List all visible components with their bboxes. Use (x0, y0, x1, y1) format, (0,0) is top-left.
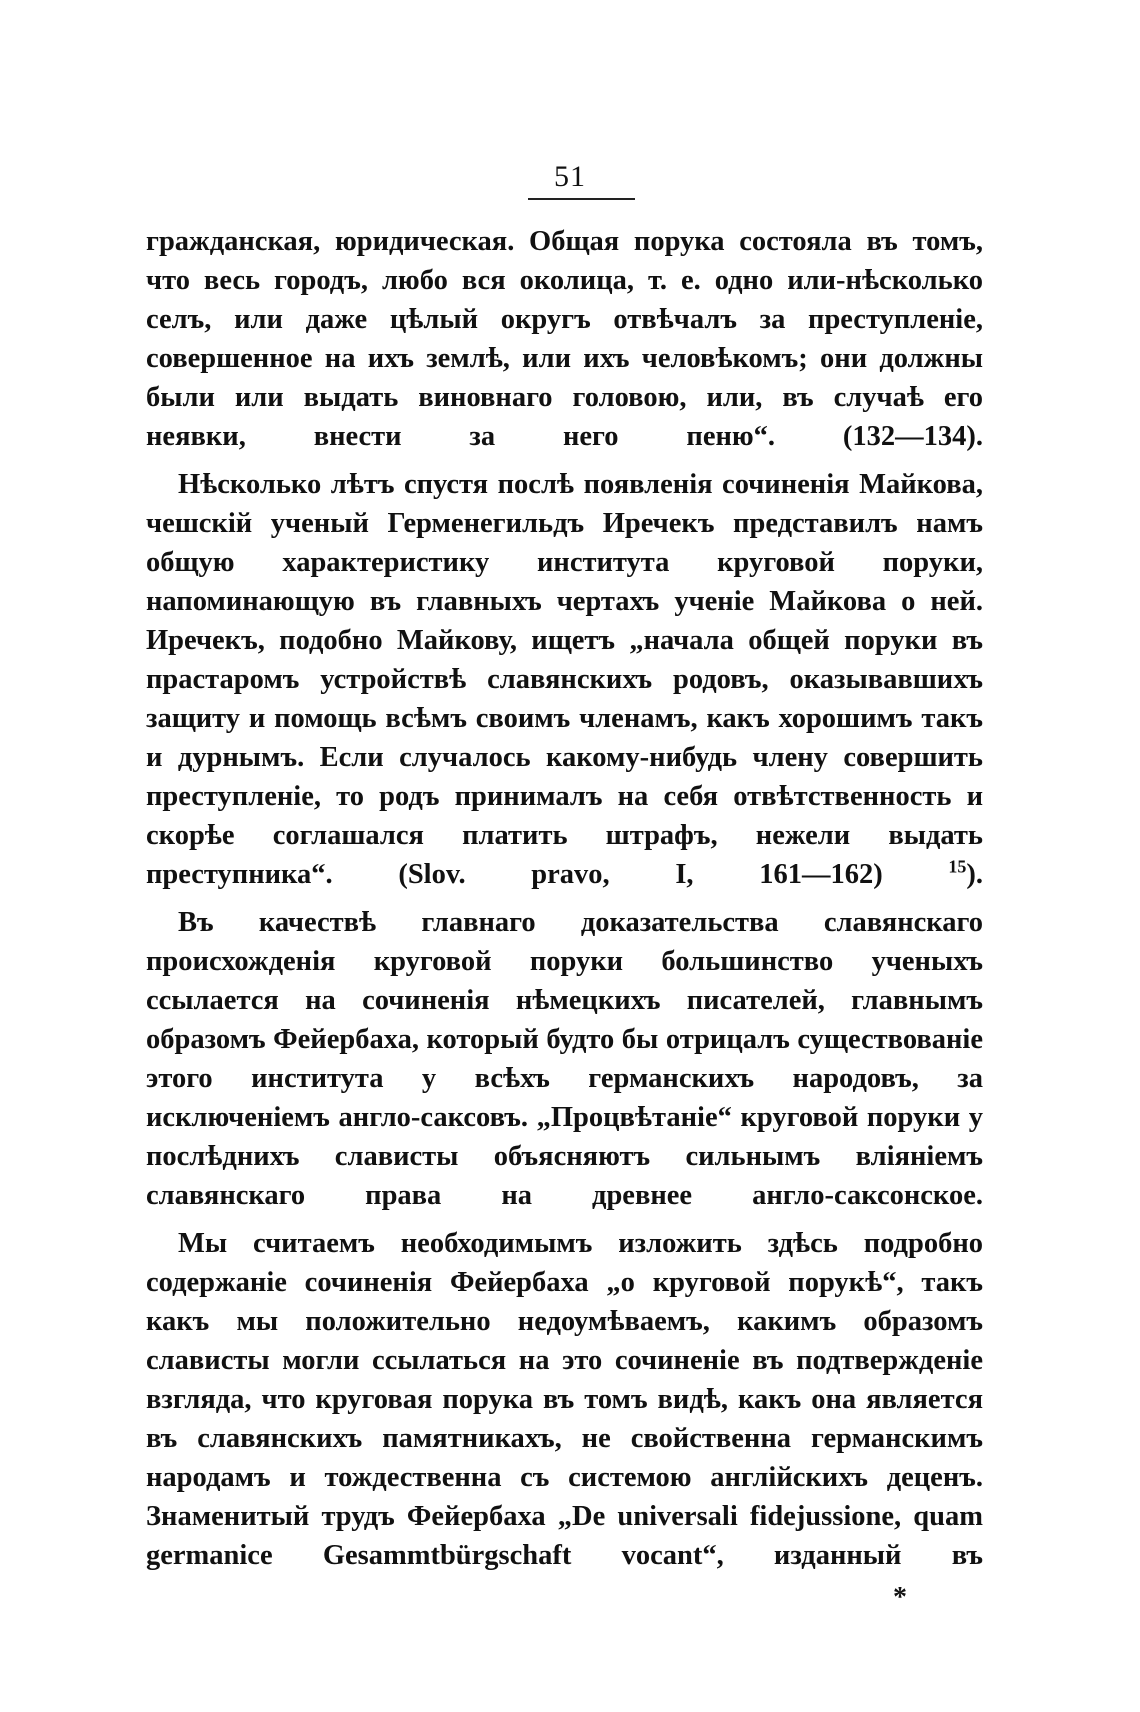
body-text (146, 222, 983, 1575)
paragraph-2 (146, 465, 983, 894)
paragraph-2-text: Нѣсколько лѣтъ спустя послѣ появленія сочиненія Майкова, чешскій ученый Герменегильдъ Иречекъ представилъ намъ общую характеристику института круговой поруки, напоминающую въ главныхъ чертахъ ученіе Майкова о ней. Иречекъ, подобно Майкову, ищетъ „начала общей поруки въ прастаромъ устройствѣ славянскихъ родовъ, оказывавшихъ защиту и помощь всѣмъ своимъ членамъ, какъ хорошимъ такъ и дурнымъ. Если случалось какому-нибудь члену совершить преступленіе, то родъ принималъ на себя отвѣтственность и скорѣе соглашался платить штрафъ, нежели выдать преступника“. (Slov. pravo, I, 161—162) (146, 469, 983, 890)
page-number-rule (528, 198, 635, 200)
paragraph-2-tail: ). (966, 859, 983, 890)
paragraph-1 (146, 222, 983, 456)
signature-mark: * (893, 1582, 907, 1613)
paragraph-4 (146, 1224, 983, 1575)
paragraph-3 (146, 903, 983, 1215)
paragraph-1-text: гражданская, юридическая. Общая порука состояла въ томъ, что весь городъ, любо вся околица, т. е. одно или-нѣсколько селъ, или даже цѣлый округъ отвѣчалъ за преступленіе, совершенное на ихъ землѣ, или ихъ человѣкомъ; они должны были или выдать виновнаго головою, или, въ случаѣ его неявки, внести за него пеню“. (132—134). (146, 226, 983, 452)
paragraph-3-text: Въ качествѣ главнаго доказательства славянскаго происхожденія круговой поруки большинство ученыхъ ссылается на сочиненія нѣмецкихъ писателей, главнымъ образомъ Фейербаха, который будто бы отрицалъ существованіе этого института у всѣхъ германскихъ народовъ, за исключеніемъ англо-саксовъ. „Процвѣтаніе“ круговой поруки у послѣднихъ слависты объясняютъ сильнымъ вліяніемъ славянскаго права на древнее англо-саксонское. (146, 907, 983, 1211)
footnote-reference: 15 (948, 856, 967, 877)
page-number: 51 (554, 160, 586, 193)
paragraph-4-text: Мы считаемъ необходимымъ изложить здѣсь подробно содержаніе сочиненія Фейербаха „о круговой порукѣ“, такъ какъ мы положительно недоумѣваемъ, какимъ образомъ слависты могли ссылаться на это сочиненіе въ подтвержденіе взгляда, что круговая порука въ томъ видѣ, какъ она является въ славянскихъ памятникахъ, не свойственна германскимъ народамъ и тождественна съ системою англійскихъ деценъ. Знаменитый трудъ Фейербаха „De universali fidejussione, quam germanice Gesammtbürgschaft vocant“, изданный въ (146, 1228, 983, 1571)
